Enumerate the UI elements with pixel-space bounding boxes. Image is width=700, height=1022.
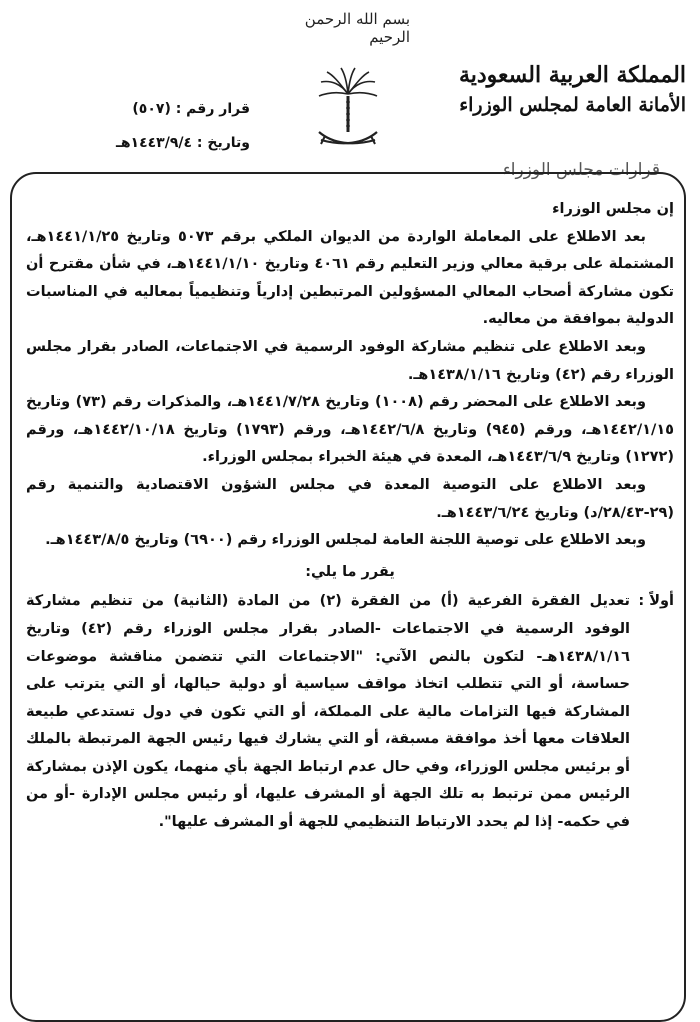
decision-item [26, 588, 674, 836]
item-text: تعديل الفقرة الفرعية (أ) من الفقرة (٢) من المادة (الثانية) من تنظيم مشاركة الوفود الرسمية في الاجتماعات -الصادر بقرار مجلس الوزراء رقم (٤٢) وتاريخ ١٤٣٨/١/١٦هـ- لتكون بالنص الآتي: "الاجتماعات التي تتضمن مناقشة موضوعات حساسة، أو التي تتطلب اتخاذ مواقف سياسية أو دولية حيالها، أو التي يترتب على المشاركة فيها التزامات مالية على المملكة، أو التي تكون في دول تستدعي طبيعة العلاقات معها أخذ موافقة مسبقة، أو التي يشارك فيها رئيس الجهة المرتبطة بالملك أو برئيس مجلس الوزراء، وفي حال عدم ارتباط الجهة بأي منهما، يكون الإذن بمشاركة الرئيس ممن ترتبط به تلك الجهة أو المشرف عليها، أو رئيس مجلس الإدارة -أو من في حكمه- إذا لم يحدد الارتباط التنظيمي للجهة أو المشرف عليها". [26, 593, 630, 831]
palm-swords-emblem-icon [313, 66, 383, 152]
item-number: أولاً : [638, 593, 674, 610]
decides-heading: يقرر ما يلي: [305, 563, 395, 580]
decision-body [26, 196, 674, 837]
recital-paragraph: وبعد الاطلاع على المحضر رقم (١٠٠٨) وتاريخ ١٤٤١/٧/٢٨هـ، والمذكرات رقم (٧٣) وتاريخ ١٤٤٢/١/١٥هـ، ورقم (٩٤٥) وتاريخ ١٤٤٢/٦/٨هـ، ورقم (١٧٩٣) وتاريخ ١٤٤٢/١٠/١٨هـ، ورقم (١٢٧٢) وتاريخ ١٤٤٣/٦/٩هـ، المعدة في هيئة الخبراء بمجلس الوزراء. [26, 394, 675, 466]
decision-number: قرار رقم : (٥٠٧) [132, 101, 250, 117]
recital-paragraph: وبعد الاطلاع على توصية اللجنة العامة لمجلس الوزراء رقم (٦٩٠٠) وتاريخ ١٤٤٣/٨/٥هـ. [45, 532, 646, 549]
recital-paragraph: وبعد الاطلاع على التوصية المعدة في مجلس الشؤون الاقتصادية والتنمية رقم (٢٩-٢٨/٤٣/د) وتاريخ ١٤٤٣/٦/٢٤هـ. [26, 476, 674, 521]
recital-paragraph: وبعد الاطلاع على تنظيم مشاركة الوفود الرسمية في الاجتماعات، الصادر بقرار مجلس الوزراء رقم (٤٢) وتاريخ ١٤٣٨/١/١٦هـ. [26, 338, 674, 383]
basmala-calligraphy: بسم الله الرحمن الرحيم [304, 10, 410, 46]
decision-reference [100, 92, 250, 160]
council-decisions-label: قرارات مجلس الوزراء [502, 160, 660, 180]
issuer-header [458, 60, 686, 120]
secretariat-name: الأمانة العامة لمجلس الوزراء [459, 94, 686, 116]
kingdom-name: المملكة العربية السعودية [458, 62, 686, 88]
decision-date: وتاريخ : ١٤٤٣/٩/٤هـ [116, 135, 250, 151]
opening-line: إن مجلس الوزراء [552, 201, 674, 217]
recital-paragraph: بعد الاطلاع على المعاملة الواردة من الديوان الملكي برقم ٥٠٧٣ وتاريخ ١٤٤١/١/٢٥هـ، المشتملة على برقية معالي وزير التعليم رقم ٤٠٦١ وتاريخ ١٤٤١/١/١٠هـ، في شأن مقترح أن تكون مشاركة أصحاب المعالي المسؤولين المرتبطين إدارياً وتنظيمياً بمعاليه في المناسبات الدولية بموافقة من معاليه. [26, 228, 675, 328]
